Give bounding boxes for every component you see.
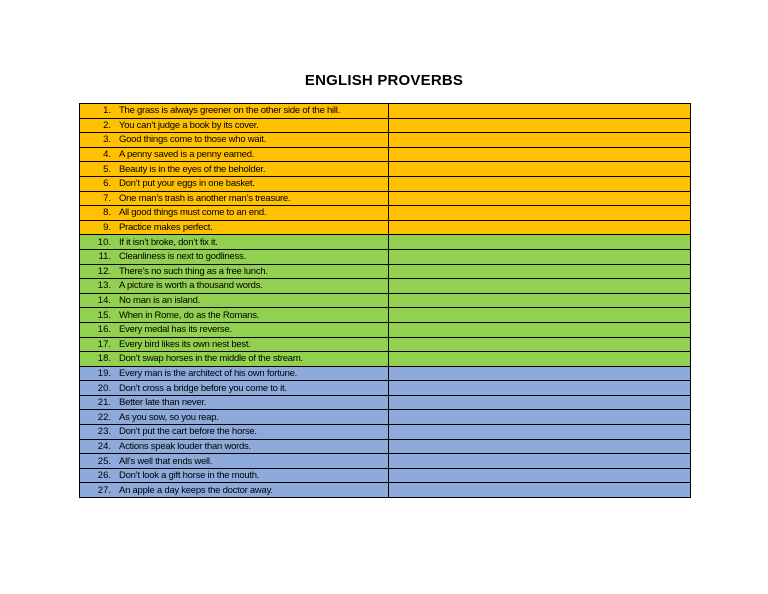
proverb-number: 24. — [97, 440, 111, 452]
proverb-cell — [80, 337, 389, 352]
answer-cell — [389, 191, 691, 206]
proverb-text: Practice makes perfect. — [119, 222, 213, 234]
proverbs-table — [79, 103, 691, 498]
table-row — [80, 104, 691, 119]
table-row — [80, 337, 691, 352]
proverb-cell — [80, 162, 389, 177]
answer-cell — [389, 176, 691, 191]
proverb-text: Don’t cross a bridge before you come to it. — [119, 382, 287, 394]
proverb-number: 12. — [97, 265, 111, 277]
proverb-text: No man is an island. — [119, 295, 201, 307]
table-row — [80, 279, 691, 294]
proverb-cell — [80, 381, 389, 396]
proverb-number: 21. — [97, 397, 111, 409]
answer-cell — [389, 279, 691, 294]
table-row — [80, 454, 691, 469]
proverb-text: Don’t put the cart before the horse. — [119, 426, 257, 438]
answer-cell — [389, 425, 691, 440]
proverb-text: Cleanliness is next to godliness. — [119, 251, 246, 263]
table-row — [80, 206, 691, 221]
table-row — [80, 118, 691, 133]
proverb-text: A picture is worth a thousand words. — [119, 280, 263, 292]
proverb-number: 25. — [97, 455, 111, 467]
proverb-number: 16. — [97, 324, 111, 336]
table-row — [80, 395, 691, 410]
proverb-number: 3. — [103, 134, 111, 146]
proverb-number: 9. — [103, 222, 111, 234]
table-row — [80, 483, 691, 498]
proverb-cell — [80, 249, 389, 264]
answer-cell — [389, 308, 691, 323]
proverb-text: An apple a day keeps the doctor away. — [119, 484, 273, 496]
proverb-text: All good things must come to an end. — [119, 207, 267, 219]
proverb-cell — [80, 191, 389, 206]
proverb-cell — [80, 133, 389, 148]
proverb-text: When in Rome, do as the Romans. — [119, 309, 260, 321]
proverb-text: If it isn’t broke, don’t fix it. — [119, 236, 218, 248]
table-row — [80, 366, 691, 381]
proverb-text: Every bird likes its own nest best. — [119, 338, 251, 350]
proverb-text: Don’t swap horses in the middle of the stream. — [119, 353, 303, 365]
table-row — [80, 468, 691, 483]
table-row — [80, 425, 691, 440]
proverb-text: Beauty is in the eyes of the beholder. — [119, 163, 266, 175]
proverb-number: 10. — [97, 236, 111, 248]
proverb-number: 8. — [103, 207, 111, 219]
proverb-number: 4. — [103, 149, 111, 161]
answer-cell — [389, 235, 691, 250]
answer-cell — [389, 133, 691, 148]
proverb-text: A penny saved is a penny earned. — [119, 149, 255, 161]
proverb-cell — [80, 279, 389, 294]
proverb-cell — [80, 454, 389, 469]
answer-cell — [389, 118, 691, 133]
answer-cell — [389, 322, 691, 337]
proverb-number: 15. — [97, 309, 111, 321]
answer-cell — [389, 439, 691, 454]
proverb-text: As you sow, so you reap. — [119, 411, 219, 423]
answer-cell — [389, 468, 691, 483]
page-title: ENGLISH PROVERBS — [304, 72, 464, 89]
proverb-number: 26. — [97, 470, 111, 482]
proverb-text: Don’t put your eggs in one basket. — [119, 178, 255, 190]
proverb-cell — [80, 468, 389, 483]
proverb-number: 18. — [97, 353, 111, 365]
table-row — [80, 410, 691, 425]
proverb-text: One man’s trash is another man’s treasure. — [119, 192, 291, 204]
answer-cell — [389, 352, 691, 367]
proverb-cell — [80, 308, 389, 323]
answer-cell — [389, 162, 691, 177]
answer-cell — [389, 293, 691, 308]
answer-cell — [389, 454, 691, 469]
table-row — [80, 133, 691, 148]
answer-cell — [389, 410, 691, 425]
proverb-number: 7. — [103, 192, 111, 204]
proverb-number: 23. — [97, 426, 111, 438]
proverb-cell — [80, 220, 389, 235]
proverb-number: 20. — [97, 382, 111, 394]
answer-cell — [389, 395, 691, 410]
proverb-cell — [80, 264, 389, 279]
table-row — [80, 235, 691, 250]
proverb-text: Don’t look a gift horse in the mouth. — [119, 470, 260, 482]
table-row — [80, 293, 691, 308]
proverb-number: 22. — [97, 411, 111, 423]
proverb-cell — [80, 395, 389, 410]
proverb-number: 27. — [97, 484, 111, 496]
table-row — [80, 162, 691, 177]
proverb-number: 11. — [98, 251, 111, 263]
proverb-cell — [80, 322, 389, 337]
proverb-cell — [80, 352, 389, 367]
proverb-cell — [80, 235, 389, 250]
proverb-text: Good things come to those who wait. — [119, 134, 267, 146]
proverb-number: 14. — [97, 295, 111, 307]
proverb-number: 17. — [97, 338, 111, 350]
answer-cell — [389, 249, 691, 264]
proverb-cell — [80, 176, 389, 191]
proverb-cell — [80, 147, 389, 162]
proverb-text: There’s no such thing as a free lunch. — [119, 265, 268, 277]
proverbs-table-body — [80, 104, 691, 498]
proverb-text: You can’t judge a book by its cover. — [119, 119, 259, 131]
proverb-text: The grass is always greener on the other side of the hill. — [119, 105, 341, 117]
table-row — [80, 191, 691, 206]
proverb-number: 6. — [103, 178, 111, 190]
proverb-cell — [80, 483, 389, 498]
answer-cell — [389, 147, 691, 162]
answer-cell — [389, 104, 691, 119]
table-row — [80, 176, 691, 191]
proverb-text: All’s well that ends well. — [119, 455, 213, 467]
proverb-cell — [80, 104, 389, 119]
answer-cell — [389, 264, 691, 279]
answer-cell — [389, 206, 691, 221]
table-row — [80, 147, 691, 162]
table-row — [80, 220, 691, 235]
proverb-text: Every medal has its reverse. — [119, 324, 232, 336]
proverb-text: Better late than never. — [119, 397, 207, 409]
answer-cell — [389, 483, 691, 498]
proverb-cell — [80, 118, 389, 133]
table-row — [80, 249, 691, 264]
proverb-cell — [80, 425, 389, 440]
table-row — [80, 352, 691, 367]
proverb-number: 13. — [97, 280, 111, 292]
table-row — [80, 322, 691, 337]
proverb-text: Every man is the architect of his own fortune. — [119, 367, 298, 379]
answer-cell — [389, 337, 691, 352]
proverb-number: 1. — [103, 105, 111, 117]
proverb-cell — [80, 366, 389, 381]
proverb-cell — [80, 293, 389, 308]
answer-cell — [389, 381, 691, 396]
table-row — [80, 264, 691, 279]
proverb-cell — [80, 439, 389, 454]
table-row — [80, 381, 691, 396]
table-row — [80, 439, 691, 454]
proverb-number: 5. — [103, 163, 111, 175]
proverb-number: 2. — [103, 119, 111, 131]
proverb-number: 19. — [97, 367, 111, 379]
proverb-cell — [80, 410, 389, 425]
proverb-cell — [80, 206, 389, 221]
answer-cell — [389, 220, 691, 235]
table-row — [80, 308, 691, 323]
proverb-text: Actions speak louder than words. — [119, 440, 251, 452]
answer-cell — [389, 366, 691, 381]
